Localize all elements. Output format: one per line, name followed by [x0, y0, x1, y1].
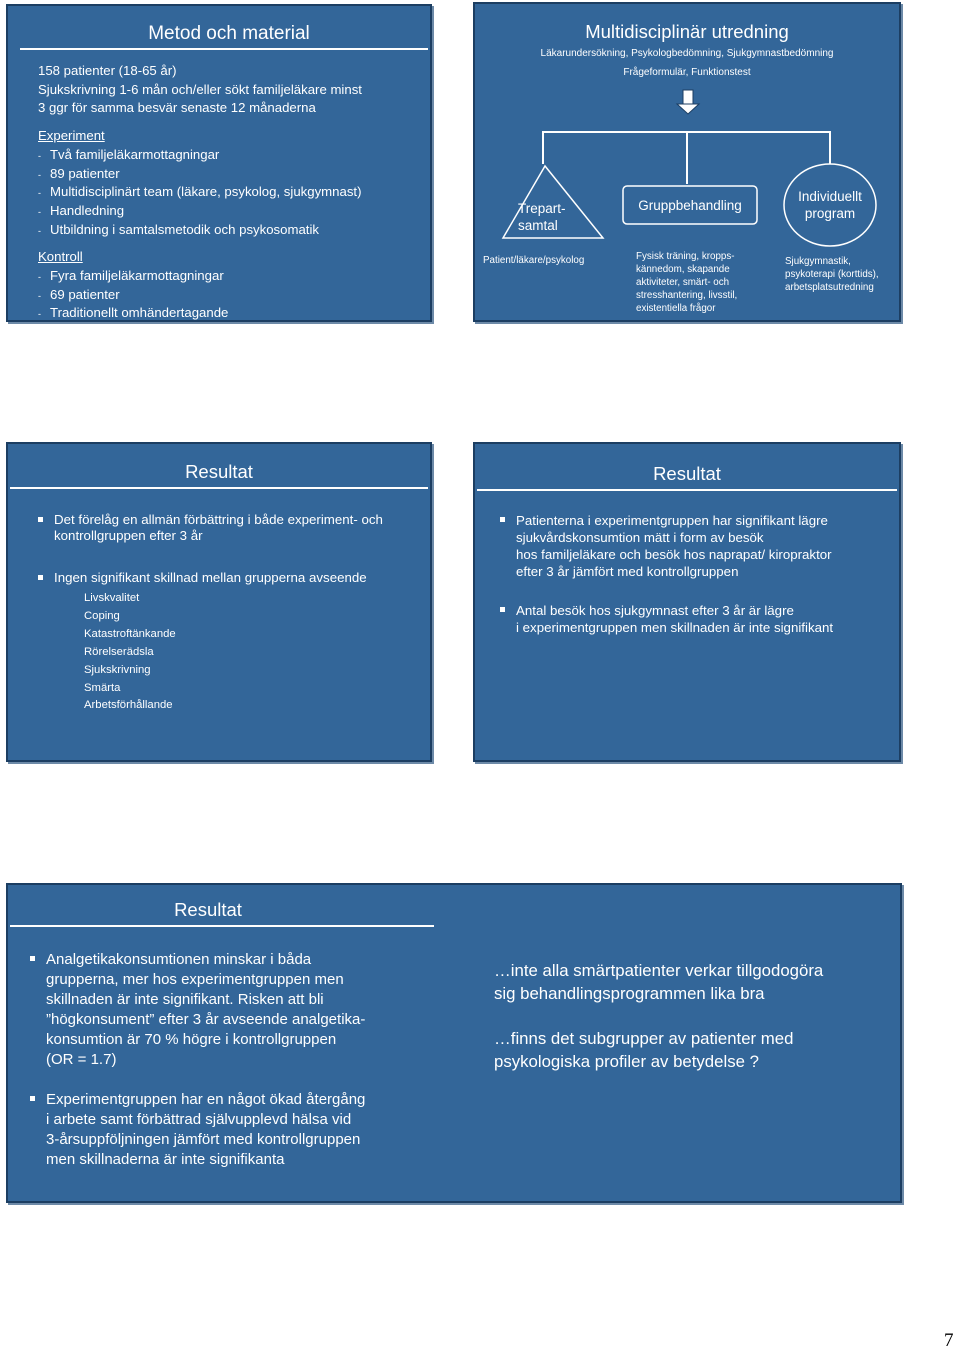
slide-body	[38, 62, 430, 322]
slide-title: Multidisciplinär utredning	[585, 21, 789, 42]
triangle-caption: Patient/läkare/psykolog	[483, 255, 585, 266]
conclusion-paragraph: …inte alla smärtpatienter verkar tillgodogöra sig behandlingsprogrammen lika bra	[494, 961, 824, 1003]
list-item: - Traditionellt omhändertagande	[38, 304, 430, 322]
bullet-list	[38, 512, 423, 586]
list-item: - 89 patienter	[38, 165, 430, 184]
assessment-subtitle: Frågeformulär, Funktionstest	[623, 67, 751, 78]
list-item: - Två familjeläkarmottagningar	[38, 146, 430, 165]
down-arrow-icon	[677, 90, 699, 114]
circle-caption: Sjukgymnastik, psykoterapi (korttids), arbetsplatsutredning	[785, 256, 879, 293]
outcome-list	[84, 590, 176, 715]
intro-line: Sjukskrivning 1-6 mån och/eller sökt familjeläkare minst	[38, 81, 362, 97]
bullet-list	[500, 512, 890, 636]
title-divider	[20, 48, 428, 50]
conclusion-paragraph: …finns det subgrupper av patienter med psykologiska profiler av betydelse ?	[494, 1029, 794, 1071]
list-item: Experimentgruppen har en något ökad återgång i arbete samt förbättrad självupplevd hälsa vid 3-årsuppföljningen jämfört med kontrollgruppen men skillnaderna är inte signifikanta	[30, 1090, 415, 1170]
intro-line: 158 patienter (18-65 år)	[38, 63, 177, 78]
title-divider	[10, 925, 434, 927]
list-item: Analgetikakonsumtionen minskar i båda grupperna, mer hos experimentgruppen men skillnaden är inte signifikant. Risken att bli ”högkonsument” efter 3 år avseende analgetika- konsumtion är 70 % högre i kontrollgruppen (OR = 1.7)	[30, 950, 415, 1070]
list-item: - Handledning	[38, 202, 430, 221]
list-item: - Utbildning i samtalsmetodik och psykosomatik	[38, 221, 430, 240]
page-number: 7	[944, 1330, 954, 1351]
slide-multidisciplinar-utredning	[473, 2, 901, 322]
list-item: Rörelserädsla	[84, 645, 154, 658]
list-item: Smärta	[84, 681, 121, 694]
slide-resultat-3	[6, 883, 902, 1203]
list-item: Patienterna i experimentgruppen har signifikant lägre sjukvårdskonsumtion mätt i form av besök hos familjeläkare och besök hos naprapat/ kiropraktor efter 3 år jämfört med kontrollgruppen	[500, 512, 890, 580]
assessment-subtitle: Läkarundersökning, Psykologbedömning, Sjukgymnastbedömning	[540, 48, 834, 59]
list-item: Antal besök hos sjukgymnast efter 3 år är lägre i experimentgruppen men skillnaden är inte signifikant	[500, 602, 890, 636]
list-item: Det förelåg en allmän förbättring i både experiment- och kontrollgruppen efter 3 år	[38, 512, 423, 544]
slide-title: Resultat	[653, 463, 721, 484]
list-item: Coping	[84, 609, 120, 622]
bullet-list	[30, 950, 415, 1170]
kontroll-heading: Kontroll	[38, 249, 83, 265]
rect-caption: Fysisk träning, kropps- kännedom, skapande aktiviteter, smärt- och stresshantering, livsstil, existentiella frågor	[636, 251, 738, 314]
rect-label: Gruppbehandling	[638, 198, 742, 213]
circle-label: Individuellt program	[798, 189, 862, 221]
list-item: Arbetsförhållande	[84, 699, 173, 712]
list-item: - Fyra familjeläkarmottagningar	[38, 267, 430, 286]
intro-line: 3 ggr för samma besvär senaste 12 månaderna	[38, 100, 316, 116]
conclusion-text	[494, 959, 884, 1073]
experiment-heading: Experiment	[38, 128, 105, 144]
list-item: - 69 patienter	[38, 286, 430, 305]
triangle-label: Trepart- samtal	[518, 201, 566, 233]
list-item: Ingen signifikant skillnad mellan grupperna avseende	[38, 570, 423, 586]
slide-title: Metod och material	[148, 23, 310, 44]
slide-resultat-1	[6, 442, 432, 762]
title-divider	[10, 487, 428, 489]
list-item: Livskvalitet	[84, 592, 140, 604]
slide-title: Resultat	[185, 461, 253, 482]
slide-title: Resultat	[174, 899, 242, 920]
slide-metod-och-material	[6, 4, 432, 322]
list-item: Katastroftänkande	[84, 627, 176, 640]
list-item: Sjukskrivning	[84, 663, 151, 676]
title-divider	[477, 489, 897, 491]
slide-resultat-2	[473, 442, 901, 762]
list-item: - Multidisciplinärt team (läkare, psykolog, sjukgymnast)	[38, 183, 430, 202]
